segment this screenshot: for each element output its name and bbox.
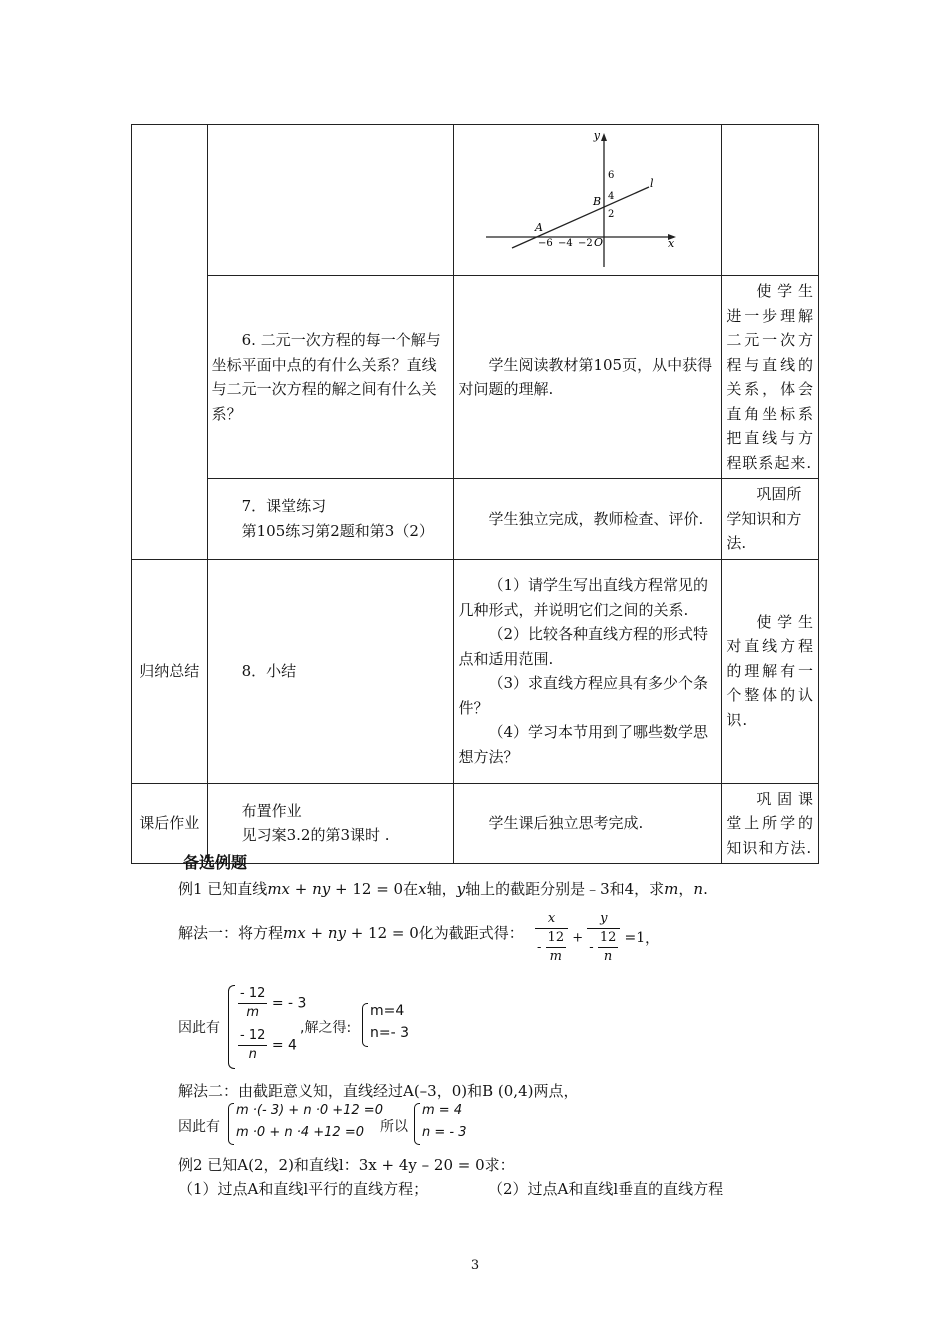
y-axis-arrow-icon (601, 133, 607, 141)
example-2-question-2: （2）过点A和直线l垂直的直线方程 (488, 1180, 724, 1198)
page-number: 3 (470, 1258, 480, 1273)
summary-cell: 8．小结 (207, 559, 454, 783)
summary-question: （3）求直线方程应具有多少个条件？ (458, 674, 709, 717)
fraction: y - $\frac{12}{n}$ (587, 910, 620, 966)
empty-cell (207, 125, 454, 276)
coordinate-graph (454, 125, 709, 275)
question-6-cell: 6. 二元一次方程的每一个解与坐标平面中点的有什么关系？直线与二元一次方程的解之间有什么关系？ (207, 276, 454, 479)
x-tick-label: −6 (538, 238, 554, 249)
y-tick-label: 4 (608, 191, 615, 202)
table-row (132, 559, 819, 783)
solution-1: 解法一：将方程mx + ny + 12 = 0化为截距式得： (178, 924, 524, 942)
homework-detail: 见习案3.2的第3课时 . (241, 826, 390, 845)
table-row (132, 479, 819, 560)
purpose-cell: 使学生进一步理解二元一次方程与直线的关系，体会直角坐标系把直线与方程联系起来. (722, 276, 819, 479)
brace-icon (362, 1003, 368, 1047)
table-row (132, 276, 819, 479)
exercise-title: 7．课堂练习 (241, 497, 327, 516)
line-label: l (650, 177, 654, 190)
x-axis-label: x (668, 237, 675, 250)
homework-title: 布置作业 (241, 801, 302, 820)
brace-icon (228, 985, 235, 1069)
point-b-label: B (593, 195, 602, 208)
intercept-form-equation: x - $\frac{12}{m}$ + y - $\frac{12}{n}$ =1， (537, 911, 660, 964)
table-row (132, 125, 819, 276)
exercise-cell (207, 479, 454, 560)
summary-question: （4）学习本节用到了哪些数学思想方法？ (458, 723, 709, 766)
section-title: 备选例题 (183, 853, 248, 872)
solution-2: 解法二：由截距意义知，直线经过A(–3，0)和B (0,4)两点， (178, 1082, 579, 1100)
y-tick-label: 2 (608, 209, 615, 220)
fraction: x - $\frac{12}{m}$ (535, 910, 568, 966)
x-tick-label: −2 (578, 238, 594, 249)
summary-question: （2）比较各种直线方程的形式特点和适用范围. (458, 625, 709, 668)
activity-cell: 学生阅读教材第105页，从中获得对问题的理解. (454, 276, 722, 479)
therefore-label: 因此有 (178, 1020, 220, 1036)
summary-question: （1）请学生写出直线方程常见的几种形式，并说明它们之间的关系. (458, 576, 709, 619)
brace-icon (414, 1103, 420, 1145)
example-2-question-1: （1）过点A和直线l平行的直线方程； (178, 1180, 429, 1198)
purpose-cell: 巩固课堂上所学的知识和方法. (722, 783, 819, 864)
purpose-cell: 巩固所学知识和方法. (722, 479, 819, 560)
brace-icon (228, 1103, 234, 1145)
solve-label: ,解之得: (300, 1020, 352, 1036)
lesson-table (131, 124, 819, 864)
x-tick-label: −4 (558, 238, 574, 249)
summary-questions-cell (454, 559, 722, 783)
row-label: 归纳总结 (132, 559, 208, 783)
y-tick-label: 6 (608, 170, 615, 181)
purpose-cell: 使学生对直线方程的理解有一个整体的认识. (722, 559, 819, 783)
y-axis-label: y (594, 129, 601, 142)
so-label: 所以 (380, 1119, 408, 1135)
activity-cell: 学生独立完成，教师检查、评价. (454, 479, 722, 560)
therefore-label: 因此有 (178, 1119, 220, 1135)
exercise-detail: 第105练习第2题和第3（2） (241, 521, 434, 540)
empty-cell (722, 125, 819, 276)
graph-cell (454, 125, 722, 276)
activity-cell: 学生课后独立思考完成. (454, 783, 722, 864)
row-label: 课后作业 (132, 783, 208, 864)
example-2: 例2 已知A(2，2)和直线l：3x + 4y – 20 = 0求： (178, 1156, 515, 1174)
origin-label: O (594, 236, 604, 249)
example-1: 例1 已知直线mx + ny + 12 = 0在x轴，y轴上的截距分别是﹣3和4，求m，n. (178, 880, 708, 898)
row-label-empty (132, 125, 208, 560)
point-a-label: A (535, 221, 544, 234)
